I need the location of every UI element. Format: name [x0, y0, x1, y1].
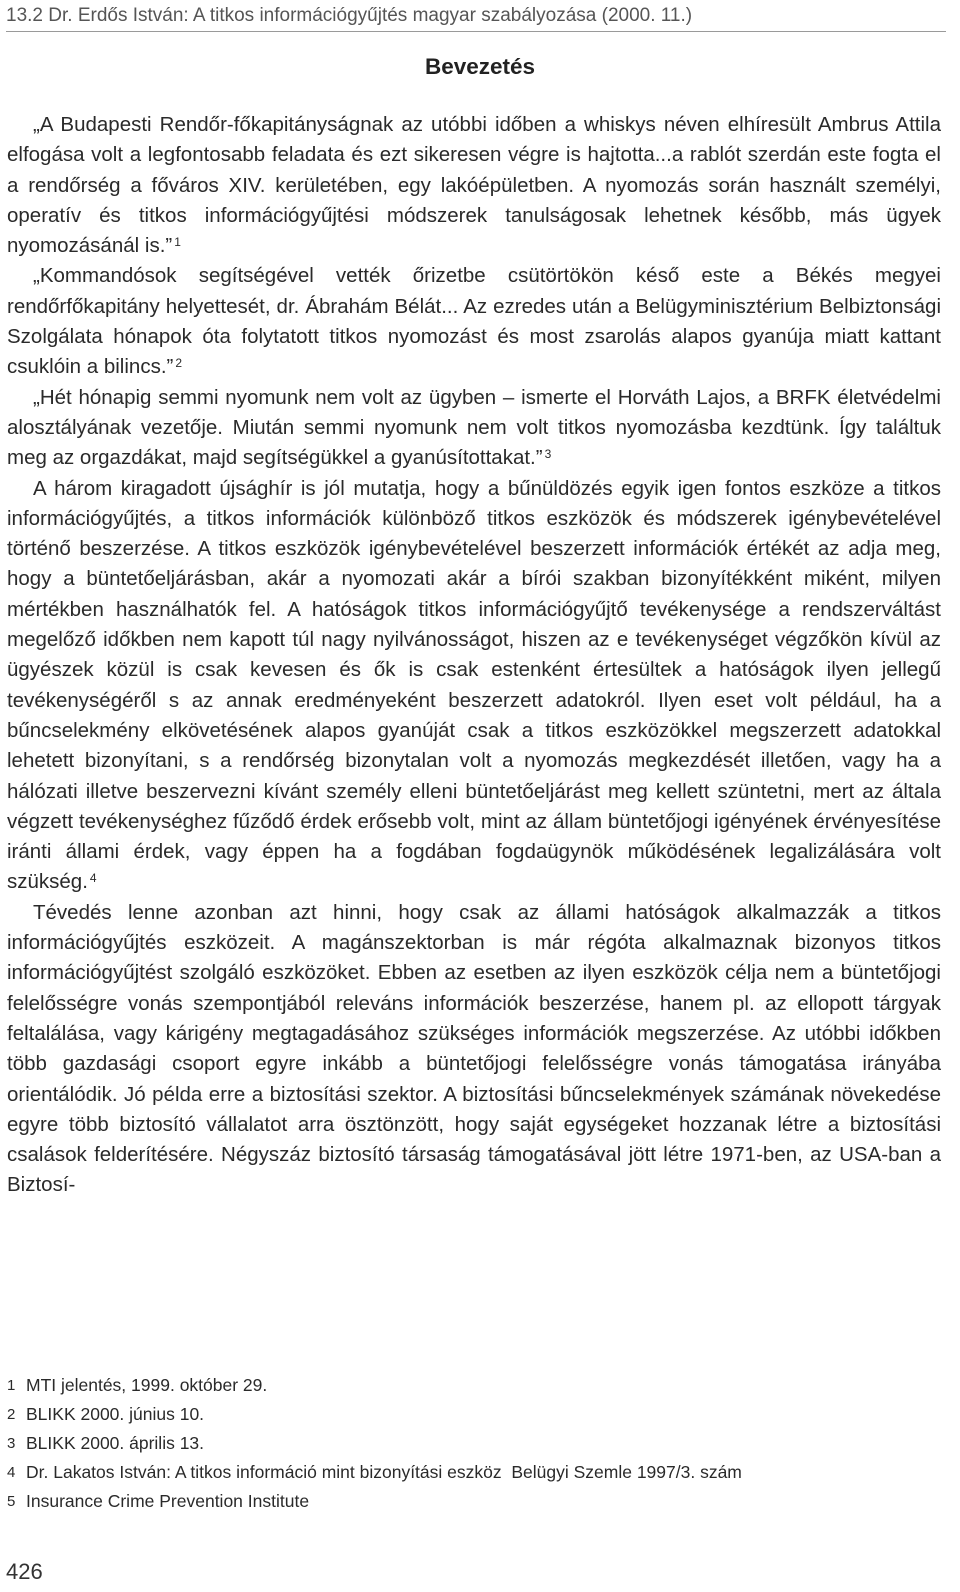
- footnote-ref-2[interactable]: 2: [175, 356, 183, 371]
- page-number: 426: [6, 1559, 43, 1584]
- footnote-number: 1: [7, 1377, 16, 1394]
- paragraph-quote-2: [7, 261, 941, 382]
- paragraph-quote-3: [7, 383, 941, 474]
- paragraph-text: „Hét hónapig semmi nyomunk nem volt az ügyben – ismerte el Horváth Lajos, a BRFK életvédelmi alosztályának vezetője. Miután semmi nyomunk nem volt titkos nyomozásba kezdtünk. Így találtuk meg az orgazdákat, majd segítségükkel a gyanúsítottakat.”: [7, 385, 941, 470]
- running-header: 13.2 Dr. Erdős István: A titkos információgyűjtés magyar szabályozása (2000. 11.): [6, 4, 946, 32]
- paragraph-main-1: [7, 474, 941, 898]
- footnote-2: [7, 1400, 947, 1429]
- paragraph-text: Tévedés lenne azonban azt hinni, hogy csak az állami hatóságok alkalmazzák a titkos információgyűjtés eszközeit. A magánszektorban is már régóta alkalmaznak bizonyos titkos információgyűjtést szolgáló eszközöket. Ebben az esetben az ilyen eszközök célja nem a büntetőjogi felelősségre vonás szempontjából releváns információk beszerzése, hanem pl. az ellopott tárgyak feltalálása, vagy kárigény megtagadásához szükséges információk megszerzése. Az utóbbi időkben több gazdasági csoport egyre inkább a büntetőjogi felelősségre vonás támogatása irányába orientálódik. Jó példa erre a biztosítási szektor. A biztosítási bűncselekmények számának növekedése egyre több biztosító vállalatot arra ösztönzött, hogy saját egységeket hozzanak létre a biztosítási csalások felderítésére. Négyszáz biztosító társaság támogatásával jött létre 1971-ben, az USA-ban a Biztosí-: [7, 900, 941, 1197]
- body-text: [7, 110, 941, 1201]
- footnote-5: [7, 1487, 947, 1516]
- paragraph-quote-1: [7, 110, 941, 261]
- footnote-text: Dr. Lakatos István: A titkos információ mint bizonyítási eszköz Belügyi Szemle 1997/3. szám: [26, 1462, 742, 1482]
- footnote-number: 2: [7, 1406, 16, 1423]
- footnote-ref-1[interactable]: 1: [174, 235, 181, 250]
- paragraph-main-2: [7, 898, 941, 1201]
- footnote-number: 4: [7, 1464, 16, 1481]
- footnote-1: [7, 1371, 947, 1400]
- section-title: Bevezetés: [424, 54, 536, 79]
- footnotes: [7, 1371, 947, 1516]
- footnote-text: MTI jelentés, 1999. október 29.: [26, 1375, 268, 1395]
- footnote-ref-4[interactable]: 4: [89, 871, 97, 886]
- footnote-text: Insurance Crime Prevention Institute: [26, 1491, 310, 1511]
- footnote-number: 5: [7, 1493, 16, 1510]
- footnote-text: BLIKK 2000. június 10.: [26, 1404, 205, 1424]
- footnote-4: [7, 1458, 947, 1487]
- paragraph-text: A három kiragadott újsághír is jól mutatja, hogy a bűnüldözés egyik igen fontos eszköze a titkos információgyűjtés, a titkos információk különböző titkos eszközök és módszerek igénybevételével történő beszerzése. A titkos eszközök igénybevételével beszerzett információk értékét az adja meg, hogy a büntetőeljárásban, akár a nyomozati akár a bírói szakban bizonyítékként miként, milyen mértékben használhatók fel. A hatóságok titkos információgyűjtő tevékenysége a rendszerváltást megelőző időkben nem kapott túl nagy nyilvánosságot, hiszen az e tevékenységet végzőkön kívül az ügyészek közül is csak kevesen és ők is csak estenként értesültek a hatóságok ilyen jellegű tevékenységéről s az annak eredményeként beszerzett adatokról. Ilyen eset volt például, ha a bűncselekmény elkövetésének alapos gyanúját csak a titkos eszközökkel megszerzett adatokkal lehetett bizonyítani, s a rendőrség bizonytalan volt a nyomozás megkezdését illetően, vagy ha a hálózati illetve beszervezni kívánt személy elleni büntetőeljárást meg kellett szüntetni, mert az általa végzett tevékenységhez fűződő érdek erősebb volt, mint az állam büntetőjogi igényének érvényesítése iránti állami érdek, vagy éppen ha a fogdában fogdaügynök működésének legalizálására volt szükség.: [7, 476, 941, 894]
- paragraph-text: „Kommandósok segítségével vették őrizetbe csütörtökön késő este a Békés megyei rendőrfőkapitány helyettesét, dr. Ábrahám Bélát... Az ezredes után a Belügyminisztérium Belbiztonsági Szolgálata hónapok óta folytatott titkos nyomozást és most zsarolás alapos gyanúja miatt kattant csuklóin a bilincs.”: [7, 264, 941, 379]
- footnote-text: BLIKK 2000. április 13.: [26, 1433, 205, 1453]
- footnote-number: 3: [7, 1435, 16, 1452]
- footnote-ref-3[interactable]: 3: [544, 447, 552, 462]
- footnote-3: [7, 1429, 947, 1458]
- paragraph-text: „A Budapesti Rendőr-főkapitányságnak az utóbbi időben a whiskys néven elhíresült Ambrus Attila elfogása volt a legfontosabb feladata és ezt sikeresen végre is hajtotta...a rablót szerdán este fogta el a rendőrség a főváros XIV. kerületében, egy lakóépületben. A nyomozás során használt személyi, operatív és titkos információgyűjtési módszerek tanulságosak lehetnek később, más ügyek nyomozásánál is.”: [7, 113, 941, 258]
